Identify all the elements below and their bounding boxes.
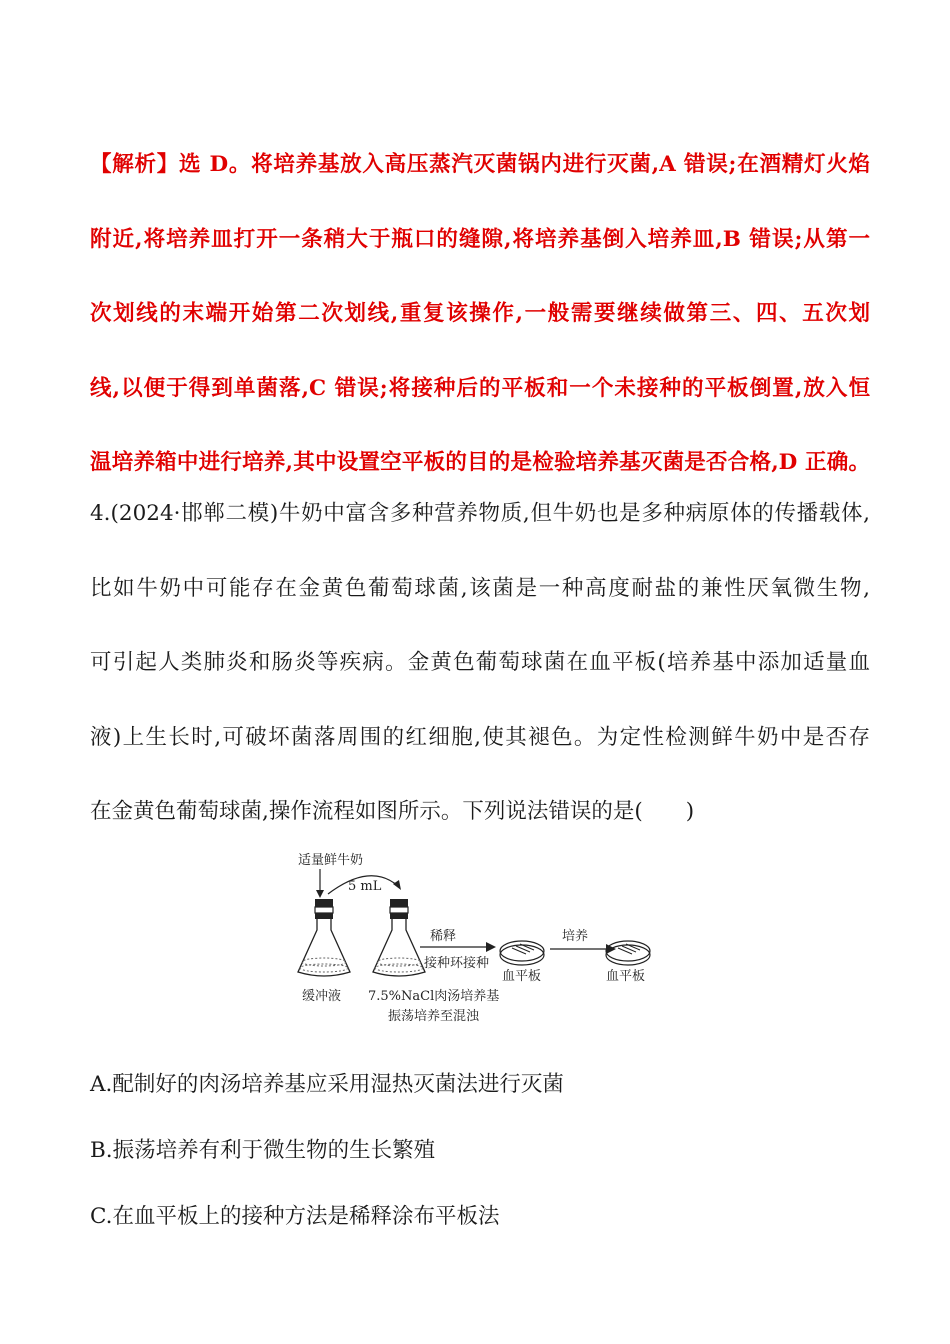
buffer-label: 缓冲液 — [302, 989, 342, 1004]
shake-label: 振荡培养至混浊 — [388, 1009, 480, 1024]
question-line: 液)上生长时,可破坏菌落周围的红细胞,使其褪色。为定性检测鲜牛奶中是否存 — [90, 724, 870, 750]
broth-label: 7.5%NaCl肉汤培养基 — [368, 989, 500, 1004]
option-b: B.振荡培养有利于微生物的生长繁殖 — [90, 1138, 436, 1163]
analysis-line: 线,以便于得到单菌落,C 错误;将接种后的平板和一个未接种的平板倒置,放入恒 — [90, 375, 870, 401]
analysis-line: 【解析】选 D。将培养基放入高压蒸汽灭菌锅内进行灭菌,A 错误;在酒精灯火焰 — [90, 152, 870, 177]
analysis-line: 温培养箱中进行培养,其中设置空平板的目的是检验培养基灭菌是否合格,D 正确。 — [90, 450, 870, 475]
question-stem — [90, 477, 870, 850]
blood-plate-2-icon — [606, 941, 650, 965]
milk-arrowhead-icon — [316, 890, 324, 898]
fresh-milk-label: 适量鲜牛奶 — [298, 853, 364, 868]
analysis-line: 附近,将培养皿打开一条稍大于瓶口的缝隙,将培养基倒入培养皿,B 错误;从第一 — [90, 226, 870, 252]
flask-broth-icon — [373, 899, 425, 976]
analysis-line: 次划线的末端开始第二次划线,重复该操作,一般需要继续做第三、四、五次划 — [90, 301, 870, 326]
procedure-figure — [290, 842, 660, 1032]
dilute-arrowhead-icon — [486, 942, 496, 952]
answer-options — [90, 1052, 870, 1250]
blood-plate-1-label: 血平板 — [502, 969, 542, 984]
question-line: 4.(2024·邯郸二模)牛奶中富含多种营养物质,但牛奶也是多种病原体的传播载体, — [90, 501, 870, 526]
volume-label: 5 mL — [348, 879, 382, 894]
dilute-label: 稀释 — [430, 929, 457, 944]
analysis-paragraph — [90, 128, 870, 501]
question-line: 比如牛奶中可能存在金黄色葡萄球菌,该菌是一种高度耐盐的兼性厌氧微生物, — [90, 575, 870, 601]
question-line: 可引起人类肺炎和肠炎等疾病。金黄色葡萄球菌在血平板(培养基中添加适量血 — [90, 650, 870, 675]
culture-label: 培养 — [562, 929, 589, 944]
option-c: C.在血平板上的接种方法是稀释涂布平板法 — [90, 1204, 500, 1229]
question-line: 在金黄色葡萄球菌,操作流程如图所示。下列说法错误的是( ) — [90, 799, 695, 824]
blood-plate-1-icon — [500, 941, 544, 965]
inoculate-label: 接种环接种 — [424, 956, 490, 971]
transfer-arrowhead-icon — [393, 880, 401, 890]
option-a: A.配制好的肉汤培养基应采用湿热灭菌法进行灭菌 — [90, 1072, 564, 1097]
blood-plate-2-label: 血平板 — [606, 969, 646, 984]
flask-buffer-icon — [298, 899, 350, 976]
